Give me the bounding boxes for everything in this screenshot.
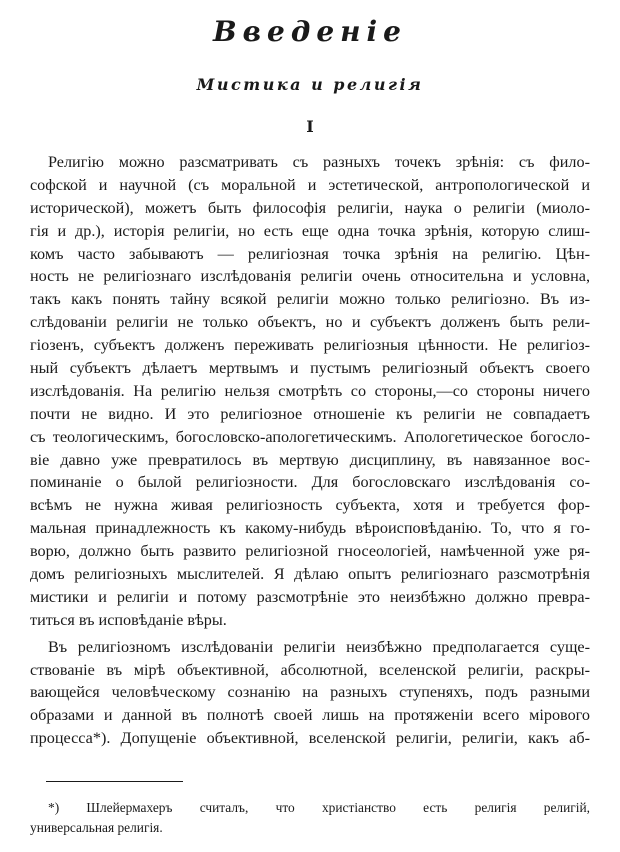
text-line: мистики и религіи и потому разсмотрѣніе это неизбѣжно должно превра-: [30, 587, 590, 606]
paragraph: [30, 151, 590, 632]
text-line: почти не видно. И это религіозное отношеніе къ религіи не совпадаетъ: [30, 404, 590, 423]
body-text: [30, 151, 590, 750]
chapter-title: Введеніе: [212, 15, 407, 48]
text-line: поминаніе о былой религіозности. Для богословскаго изслѣдованія со-: [30, 473, 590, 492]
section-numeral: I: [306, 117, 314, 136]
text-line: исторической), можетъ быть философія религіи, наука о религіи (миоло-: [30, 198, 590, 217]
section-title: Мистика и религія: [196, 75, 424, 94]
text-line: всѣмъ не нужна живая религіозность субъекта, хотя и требуется фор-: [30, 496, 590, 515]
text-line: комъ часто забываютъ — религіозная точка зрѣнія на религію. Цѣн-: [30, 244, 590, 263]
text-line: ный субъектъ дѣлаетъ мертвымъ и пустымъ религіозный объектъ своего: [30, 359, 590, 378]
text-line: Въ религіозномъ изслѣдованіи религіи неизбѣжно предполагается суще-: [48, 637, 590, 656]
footnote-line: универсальная религія.: [30, 820, 163, 835]
text-line: съ теологическимъ, богословско-апологетическимъ. Апологетическое богосло-: [30, 427, 590, 446]
footnote: [30, 798, 590, 838]
text-line: ствованіе въ мірѣ объективной, абсолютной, вселенской религіи, раскры-: [30, 660, 590, 679]
footnote-divider: [46, 781, 183, 782]
text-line: гіозенъ, субъектъ долженъ переживать религіозныя цѣнности. Не религіоз-: [30, 336, 590, 355]
text-line: такъ какъ понять тайну всякой религіи можно только религіозно. Въ из-: [30, 290, 590, 309]
text-line: ность не религіознаго изслѣдованія религіи очень относительна и условна,: [30, 267, 590, 286]
text-line: софской и научной (съ моральной и эстетической, антропологической и: [30, 175, 590, 194]
text-line: образами и данной въ полнотѣ своей лишь на протяженіи всего мірового: [30, 706, 590, 725]
text-line: віе давно уже превратилось въ мертвую дисциплину, въ навязанное вос-: [30, 450, 590, 469]
text-line: домъ религіозныхъ мыслителей. Я дѣлаю опытъ религіознаго разсмотрѣнія: [30, 565, 590, 584]
text-line: титься въ исповѣданіе вѣры.: [30, 610, 227, 629]
text-line: вающейся человѣческому сознанію на разныхъ ступеняхъ, подъ разными: [30, 683, 590, 702]
footnote-line: *) Шлейермахеръ считалъ, что христіанство есть религія религій,: [48, 800, 590, 815]
text-line: гія и др.), исторія религіи, но есть еще одна точка зрѣнія, которую слиш-: [30, 221, 590, 240]
text-line: Религію можно разсматривать съ разныхъ точекъ зрѣнія: съ фило-: [48, 153, 590, 171]
text-line: изслѣдованія. На религію нельзя смотрѣть со стороны,—со стороны ничего: [30, 381, 590, 400]
text-line: мальная принадлежность къ какому-нибудь вѣроисповѣданію. То, что я го-: [30, 519, 590, 538]
text-line: процесса*). Допущеніе объективной, вселенской религіи, религіи, какъ аб-: [30, 729, 590, 748]
paragraph: [30, 636, 590, 750]
text-line: ворю, должно быть развито религіозной гносеологіей, намѣченной уже ря-: [30, 542, 590, 561]
text-line: слѣдованіи религіи не только объектъ, но и субъектъ долженъ быть рели-: [30, 313, 590, 332]
